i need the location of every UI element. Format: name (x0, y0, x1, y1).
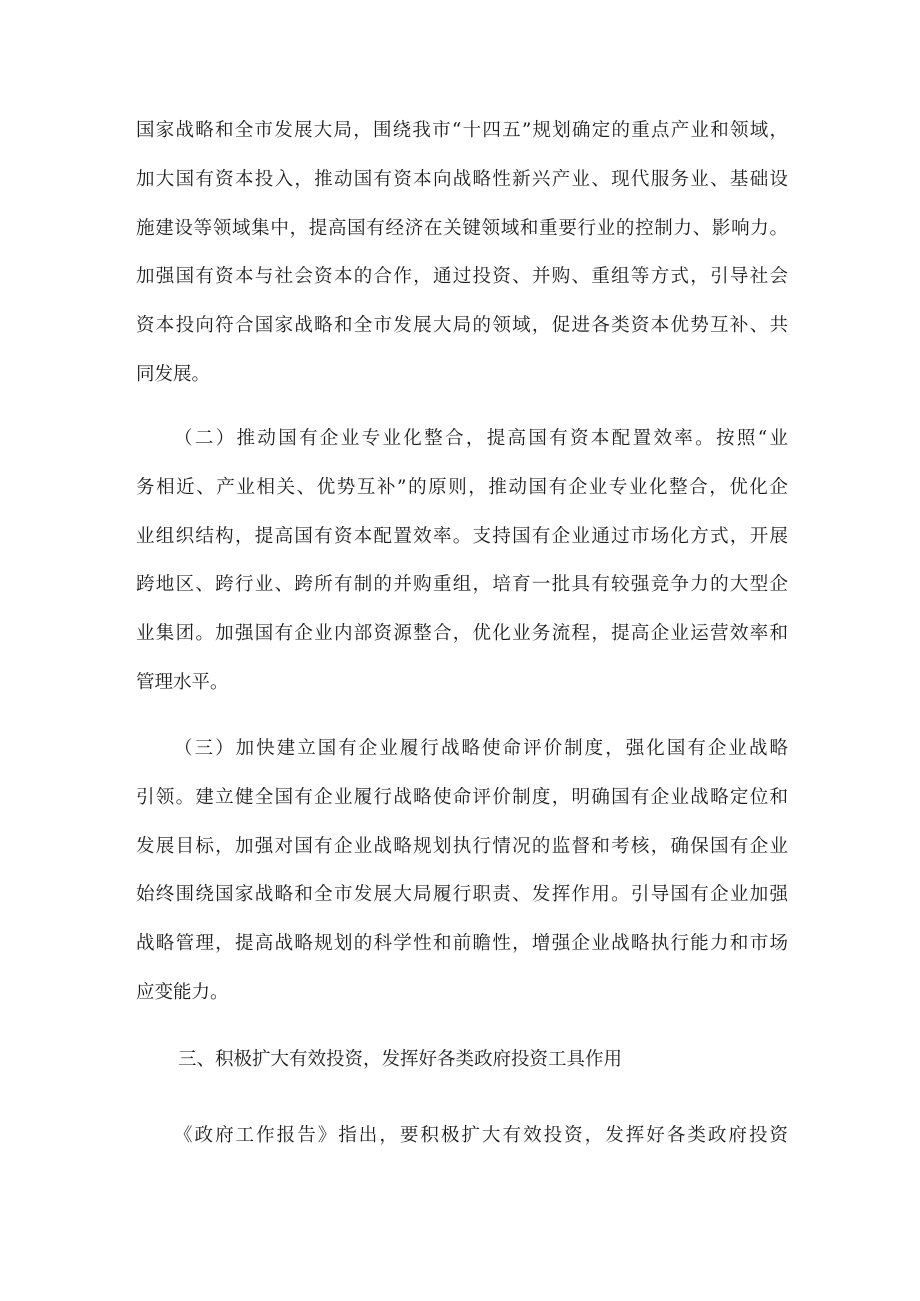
paragraph-line: 应变能力。 (136, 981, 229, 1003)
paragraph-line: （二）推动国有企业专业化整合，提高国有资本配置效率。按照“业 (174, 428, 788, 449)
paragraph-line: 业集团。加强国有企业内部资源整合，优化业务流程，提高企业运营效率和 (136, 623, 788, 645)
paragraph-line: （三）加快建立国有企业履行战略使命评价制度，强化国有企业战略 (174, 738, 788, 759)
paragraph-line: 管理水平。 (136, 671, 229, 693)
paragraph-line: 业组织结构，提高国有资本配置效率。支持国有企业通过市场化方式，开展 (136, 525, 788, 547)
paragraph-line: 跨地区、跨行业、跨所有制的并购重组，培育一批具有较强竞争力的大型企 (136, 574, 788, 596)
paragraph-line: 同发展。 (136, 363, 211, 385)
paragraph-line: 战略管理，提高战略规划的科学性和前瞻性，增强企业战略执行能力和市场 (136, 933, 788, 955)
paragraph-strategic-mission-evaluation (136, 725, 788, 1018)
paragraph-government-report (136, 1112, 788, 1161)
paragraph-line: 资本投向符合国家战略和全市发展大局的领域，促进各类资本优势互补、共 (136, 315, 788, 337)
paragraph-line: 加大国有资本投入，推动国有资本向战略性新兴产业、现代服务业、基础设 (136, 168, 788, 190)
paragraph-line: 引领。建立健全国有企业履行战略使命评价制度，明确国有企业战略定位和 (136, 786, 788, 808)
paragraph-professional-integration (136, 415, 788, 708)
paragraph-line: 加强国有资本与社会资本的合作，通过投资、并购、重组等方式，引导社会 (136, 266, 788, 288)
paragraph-line: 务相近、产业相关、优势互补”的原则，推动国有企业专业化整合，优化企 (136, 476, 788, 498)
paragraph-line: 始终围绕国家战略和全市发展大局履行职责、发挥作用。引导国有企业加强 (136, 884, 788, 906)
paragraph-line: 施建设等领域集中，提高国有经济在关键领域和重要行业的控制力、影响力。 (136, 217, 788, 239)
section-heading: 三、积极扩大有效投资，发挥好各类政府投资工具作用 (178, 1049, 623, 1070)
paragraph-line: 《政府工作报告》指出，要积极扩大有效投资，发挥好各类政府投资 (174, 1125, 788, 1146)
paragraph-line: 国家战略和全市发展大局，围绕我市“十四五”规划确定的重点产业和领域， (136, 120, 788, 141)
paragraph-state-capital-investment (136, 107, 788, 400)
paragraph-line: 发展目标，加强对国有企业战略规划执行情况的监督和考核，确保国有企业 (136, 835, 788, 857)
